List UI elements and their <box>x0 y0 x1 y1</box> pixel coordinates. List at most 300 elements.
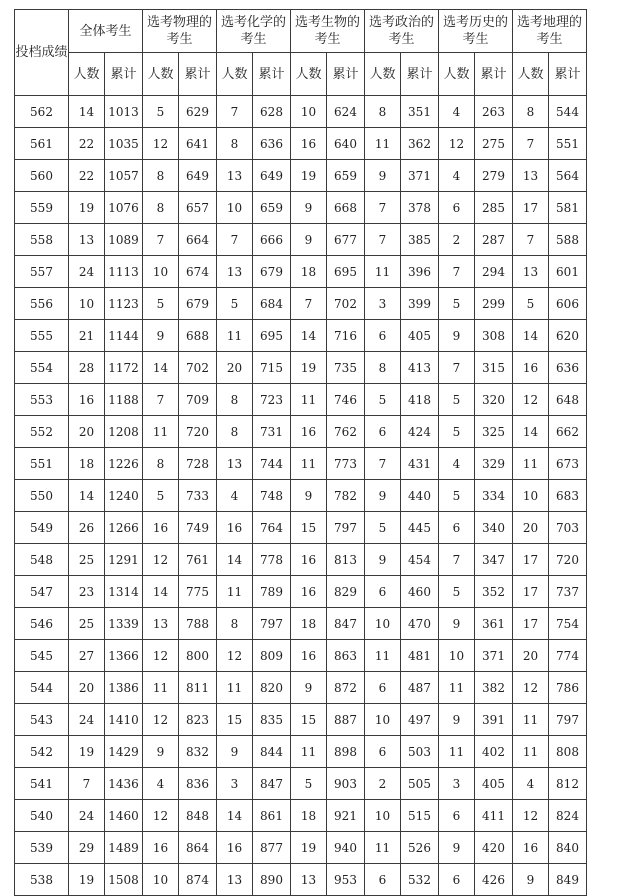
table-row <box>15 384 587 416</box>
table-row <box>15 288 587 320</box>
cumulative-header: 累计 <box>327 53 365 96</box>
count-cell: 18 <box>291 256 327 288</box>
count-cell: 12 <box>513 800 549 832</box>
count-cell: 9 <box>143 736 179 768</box>
group-header: 选考化学的考生 <box>217 10 291 53</box>
table-row <box>15 512 587 544</box>
cumulative-cell: 659 <box>327 160 365 192</box>
score-cell: 552 <box>15 416 69 448</box>
cumulative-cell: 813 <box>327 544 365 576</box>
count-cell: 6 <box>365 416 401 448</box>
count-cell: 14 <box>69 96 105 128</box>
count-cell: 6 <box>439 864 475 896</box>
count-cell: 11 <box>365 256 401 288</box>
count-cell: 7 <box>291 288 327 320</box>
cumulative-cell: 1113 <box>105 256 143 288</box>
count-cell: 8 <box>217 416 253 448</box>
count-cell: 9 <box>439 704 475 736</box>
score-cell: 539 <box>15 832 69 864</box>
cumulative-cell: 424 <box>401 416 439 448</box>
count-cell: 24 <box>69 800 105 832</box>
count-cell: 7 <box>217 96 253 128</box>
cumulative-cell: 1410 <box>105 704 143 736</box>
count-cell: 13 <box>217 448 253 480</box>
cumulative-cell: 371 <box>475 640 513 672</box>
count-cell: 16 <box>291 416 327 448</box>
cumulative-cell: 733 <box>179 480 217 512</box>
cumulative-cell: 797 <box>549 704 587 736</box>
cumulative-cell: 788 <box>179 608 217 640</box>
cumulative-cell: 824 <box>549 800 587 832</box>
count-cell: 11 <box>217 320 253 352</box>
count-cell: 18 <box>291 800 327 832</box>
cumulative-cell: 808 <box>549 736 587 768</box>
count-cell: 15 <box>291 704 327 736</box>
cumulative-cell: 601 <box>549 256 587 288</box>
cumulative-cell: 702 <box>327 288 365 320</box>
cumulative-cell: 754 <box>549 608 587 640</box>
cumulative-cell: 835 <box>253 704 291 736</box>
count-cell: 7 <box>439 256 475 288</box>
cumulative-cell: 703 <box>549 512 587 544</box>
count-cell: 5 <box>143 96 179 128</box>
cumulative-cell: 800 <box>179 640 217 672</box>
count-cell: 12 <box>513 672 549 704</box>
cumulative-cell: 720 <box>179 416 217 448</box>
count-cell: 5 <box>143 480 179 512</box>
count-cell: 11 <box>217 672 253 704</box>
score-cell: 556 <box>15 288 69 320</box>
count-cell: 14 <box>69 480 105 512</box>
cumulative-cell: 662 <box>549 416 587 448</box>
cumulative-cell: 849 <box>549 864 587 896</box>
cumulative-cell: 564 <box>549 160 587 192</box>
cumulative-cell: 695 <box>327 256 365 288</box>
count-cell: 8 <box>365 352 401 384</box>
cumulative-cell: 890 <box>253 864 291 896</box>
count-cell: 7 <box>143 224 179 256</box>
count-cell: 6 <box>365 672 401 704</box>
count-cell: 4 <box>143 768 179 800</box>
cumulative-cell: 431 <box>401 448 439 480</box>
score-cell: 542 <box>15 736 69 768</box>
cumulative-cell: 1436 <box>105 768 143 800</box>
score-table <box>14 9 587 896</box>
count-cell: 19 <box>69 192 105 224</box>
count-cell: 5 <box>439 480 475 512</box>
score-header: 投档成绩 <box>15 10 69 96</box>
count-cell: 14 <box>217 544 253 576</box>
count-cell: 6 <box>365 320 401 352</box>
cumulative-cell: 648 <box>549 384 587 416</box>
cumulative-cell: 679 <box>253 256 291 288</box>
cumulative-cell: 1460 <box>105 800 143 832</box>
score-cell: 540 <box>15 800 69 832</box>
score-cell: 554 <box>15 352 69 384</box>
cumulative-cell: 762 <box>327 416 365 448</box>
cumulative-cell: 748 <box>253 480 291 512</box>
count-cell: 4 <box>439 160 475 192</box>
count-cell: 18 <box>291 608 327 640</box>
cumulative-cell: 723 <box>253 384 291 416</box>
cumulative-cell: 674 <box>179 256 217 288</box>
score-cell: 550 <box>15 480 69 512</box>
cumulative-cell: 640 <box>327 128 365 160</box>
cumulative-header: 累计 <box>401 53 439 96</box>
group-header: 选考历史的考生 <box>439 10 513 53</box>
table-row <box>15 192 587 224</box>
count-cell: 7 <box>69 768 105 800</box>
count-cell: 13 <box>217 160 253 192</box>
table-body <box>15 96 587 896</box>
count-cell: 9 <box>217 736 253 768</box>
cumulative-cell: 715 <box>253 352 291 384</box>
count-cell: 24 <box>69 256 105 288</box>
count-cell: 6 <box>365 864 401 896</box>
count-cell: 7 <box>513 128 549 160</box>
count-cell: 11 <box>143 416 179 448</box>
cumulative-cell: 405 <box>401 320 439 352</box>
score-cell: 558 <box>15 224 69 256</box>
table-row <box>15 448 587 480</box>
group-header: 选考地理的考生 <box>513 10 587 53</box>
count-cell: 13 <box>513 256 549 288</box>
cumulative-cell: 735 <box>327 352 365 384</box>
count-cell: 25 <box>69 608 105 640</box>
count-cell: 11 <box>291 736 327 768</box>
group-header: 全体考生 <box>69 10 143 53</box>
count-cell: 26 <box>69 512 105 544</box>
cumulative-cell: 411 <box>475 800 513 832</box>
table-row <box>15 416 587 448</box>
score-cell: 544 <box>15 672 69 704</box>
cumulative-cell: 420 <box>475 832 513 864</box>
cumulative-cell: 285 <box>475 192 513 224</box>
cumulative-cell: 413 <box>401 352 439 384</box>
cumulative-cell: 1314 <box>105 576 143 608</box>
cumulative-cell: 624 <box>327 96 365 128</box>
cumulative-cell: 340 <box>475 512 513 544</box>
cumulative-cell: 940 <box>327 832 365 864</box>
count-cell: 12 <box>143 704 179 736</box>
score-cell: 561 <box>15 128 69 160</box>
count-cell: 28 <box>69 352 105 384</box>
cumulative-cell: 287 <box>475 224 513 256</box>
cumulative-cell: 668 <box>327 192 365 224</box>
count-cell: 5 <box>439 384 475 416</box>
count-cell: 5 <box>439 288 475 320</box>
count-cell: 9 <box>365 544 401 576</box>
cumulative-cell: 1386 <box>105 672 143 704</box>
cumulative-cell: 848 <box>179 800 217 832</box>
cumulative-header: 累计 <box>549 53 587 96</box>
score-cell: 548 <box>15 544 69 576</box>
cumulative-cell: 872 <box>327 672 365 704</box>
table-row <box>15 832 587 864</box>
cumulative-cell: 921 <box>327 800 365 832</box>
count-cell: 10 <box>513 480 549 512</box>
table-row <box>15 768 587 800</box>
count-cell: 4 <box>513 768 549 800</box>
count-cell: 10 <box>365 704 401 736</box>
count-header: 人数 <box>365 53 401 96</box>
cumulative-cell: 728 <box>179 448 217 480</box>
cumulative-cell: 761 <box>179 544 217 576</box>
count-cell: 5 <box>365 384 401 416</box>
cumulative-cell: 737 <box>549 576 587 608</box>
cumulative-cell: 720 <box>549 544 587 576</box>
count-cell: 6 <box>365 576 401 608</box>
cumulative-cell: 636 <box>253 128 291 160</box>
count-cell: 22 <box>69 160 105 192</box>
count-cell: 15 <box>291 512 327 544</box>
count-cell: 19 <box>291 352 327 384</box>
cumulative-cell: 385 <box>401 224 439 256</box>
cumulative-cell: 399 <box>401 288 439 320</box>
cumulative-cell: 746 <box>327 384 365 416</box>
cumulative-cell: 588 <box>549 224 587 256</box>
count-cell: 9 <box>439 608 475 640</box>
count-cell: 18 <box>69 448 105 480</box>
cumulative-cell: 1089 <box>105 224 143 256</box>
count-cell: 11 <box>365 832 401 864</box>
count-cell: 29 <box>69 832 105 864</box>
cumulative-cell: 1240 <box>105 480 143 512</box>
cumulative-cell: 786 <box>549 672 587 704</box>
cumulative-cell: 659 <box>253 192 291 224</box>
count-cell: 10 <box>69 288 105 320</box>
table-row <box>15 704 587 736</box>
count-cell: 23 <box>69 576 105 608</box>
count-cell: 5 <box>291 768 327 800</box>
cumulative-header: 累计 <box>105 53 143 96</box>
count-cell: 12 <box>143 800 179 832</box>
cumulative-cell: 898 <box>327 736 365 768</box>
count-cell: 5 <box>513 288 549 320</box>
count-cell: 9 <box>365 160 401 192</box>
count-header: 人数 <box>143 53 179 96</box>
count-cell: 11 <box>291 448 327 480</box>
cumulative-cell: 809 <box>253 640 291 672</box>
table-row <box>15 608 587 640</box>
cumulative-cell: 649 <box>253 160 291 192</box>
count-cell: 4 <box>217 480 253 512</box>
cumulative-cell: 797 <box>327 512 365 544</box>
cumulative-cell: 764 <box>253 512 291 544</box>
cumulative-cell: 405 <box>475 768 513 800</box>
cumulative-cell: 1144 <box>105 320 143 352</box>
cumulative-cell: 402 <box>475 736 513 768</box>
table-row <box>15 256 587 288</box>
cumulative-cell: 487 <box>401 672 439 704</box>
count-cell: 11 <box>365 640 401 672</box>
cumulative-cell: 551 <box>549 128 587 160</box>
cumulative-cell: 361 <box>475 608 513 640</box>
count-cell: 5 <box>217 288 253 320</box>
cumulative-header: 累计 <box>179 53 217 96</box>
count-cell: 7 <box>365 224 401 256</box>
count-cell: 14 <box>217 800 253 832</box>
count-cell: 14 <box>513 320 549 352</box>
cumulative-cell: 315 <box>475 352 513 384</box>
score-cell: 560 <box>15 160 69 192</box>
count-cell: 19 <box>69 736 105 768</box>
count-cell: 16 <box>69 384 105 416</box>
count-cell: 12 <box>217 640 253 672</box>
cumulative-cell: 371 <box>401 160 439 192</box>
table-row <box>15 224 587 256</box>
cumulative-cell: 1208 <box>105 416 143 448</box>
cumulative-cell: 695 <box>253 320 291 352</box>
count-cell: 11 <box>439 672 475 704</box>
count-cell: 8 <box>513 96 549 128</box>
cumulative-cell: 581 <box>549 192 587 224</box>
count-cell: 13 <box>143 608 179 640</box>
count-cell: 11 <box>217 576 253 608</box>
count-cell: 3 <box>217 768 253 800</box>
count-cell: 6 <box>365 736 401 768</box>
count-cell: 8 <box>365 96 401 128</box>
count-cell: 14 <box>143 352 179 384</box>
group-header: 选考政治的考生 <box>365 10 439 53</box>
score-cell: 549 <box>15 512 69 544</box>
cumulative-cell: 774 <box>549 640 587 672</box>
count-cell: 16 <box>291 640 327 672</box>
cumulative-cell: 677 <box>327 224 365 256</box>
count-cell: 17 <box>513 576 549 608</box>
score-cell: 553 <box>15 384 69 416</box>
cumulative-cell: 470 <box>401 608 439 640</box>
count-cell: 10 <box>439 640 475 672</box>
cumulative-cell: 352 <box>475 576 513 608</box>
cumulative-cell: 844 <box>253 736 291 768</box>
cumulative-cell: 378 <box>401 192 439 224</box>
count-header: 人数 <box>217 53 253 96</box>
count-cell: 9 <box>439 832 475 864</box>
count-cell: 9 <box>291 672 327 704</box>
cumulative-cell: 445 <box>401 512 439 544</box>
count-cell: 7 <box>365 448 401 480</box>
count-cell: 11 <box>291 384 327 416</box>
cumulative-header: 累计 <box>253 53 291 96</box>
cumulative-cell: 263 <box>475 96 513 128</box>
count-cell: 4 <box>439 96 475 128</box>
count-cell: 22 <box>69 128 105 160</box>
count-cell: 12 <box>439 128 475 160</box>
score-cell: 551 <box>15 448 69 480</box>
count-cell: 12 <box>143 640 179 672</box>
table-row <box>15 864 587 896</box>
count-cell: 16 <box>291 576 327 608</box>
count-cell: 14 <box>291 320 327 352</box>
cumulative-cell: 294 <box>475 256 513 288</box>
count-cell: 15 <box>217 704 253 736</box>
count-cell: 16 <box>217 832 253 864</box>
count-cell: 6 <box>439 192 475 224</box>
cumulative-cell: 836 <box>179 768 217 800</box>
count-cell: 16 <box>143 512 179 544</box>
cumulative-cell: 460 <box>401 576 439 608</box>
cumulative-cell: 1366 <box>105 640 143 672</box>
count-cell: 12 <box>513 384 549 416</box>
cumulative-cell: 716 <box>327 320 365 352</box>
count-cell: 7 <box>143 384 179 416</box>
table-row <box>15 640 587 672</box>
score-cell: 555 <box>15 320 69 352</box>
score-cell: 562 <box>15 96 69 128</box>
count-cell: 19 <box>291 832 327 864</box>
count-cell: 19 <box>291 160 327 192</box>
table-row <box>15 96 587 128</box>
cumulative-cell: 812 <box>549 768 587 800</box>
count-cell: 6 <box>439 512 475 544</box>
cumulative-cell: 641 <box>179 128 217 160</box>
cumulative-cell: 629 <box>179 96 217 128</box>
cumulative-cell: 666 <box>253 224 291 256</box>
count-cell: 19 <box>69 864 105 896</box>
cumulative-cell: 664 <box>179 224 217 256</box>
cumulative-cell: 1123 <box>105 288 143 320</box>
cumulative-cell: 789 <box>253 576 291 608</box>
count-cell: 9 <box>291 480 327 512</box>
score-cell: 557 <box>15 256 69 288</box>
table-row <box>15 128 587 160</box>
count-cell: 13 <box>69 224 105 256</box>
cumulative-cell: 454 <box>401 544 439 576</box>
cumulative-cell: 440 <box>401 480 439 512</box>
count-cell: 11 <box>513 448 549 480</box>
cumulative-cell: 505 <box>401 768 439 800</box>
count-cell: 20 <box>513 640 549 672</box>
cumulative-cell: 797 <box>253 608 291 640</box>
cumulative-cell: 829 <box>327 576 365 608</box>
count-cell: 13 <box>291 864 327 896</box>
score-cell: 541 <box>15 768 69 800</box>
count-cell: 16 <box>291 128 327 160</box>
cumulative-cell: 308 <box>475 320 513 352</box>
count-cell: 25 <box>69 544 105 576</box>
cumulative-cell: 709 <box>179 384 217 416</box>
cumulative-cell: 811 <box>179 672 217 704</box>
table-row <box>15 576 587 608</box>
count-cell: 7 <box>439 352 475 384</box>
count-cell: 27 <box>69 640 105 672</box>
cumulative-cell: 683 <box>549 480 587 512</box>
count-cell: 14 <box>143 576 179 608</box>
count-cell: 10 <box>143 864 179 896</box>
cumulative-cell: 688 <box>179 320 217 352</box>
cumulative-cell: 863 <box>327 640 365 672</box>
count-cell: 16 <box>513 352 549 384</box>
count-cell: 11 <box>513 704 549 736</box>
count-cell: 11 <box>143 672 179 704</box>
cumulative-cell: 515 <box>401 800 439 832</box>
count-cell: 8 <box>143 448 179 480</box>
count-cell: 9 <box>439 320 475 352</box>
cumulative-cell: 526 <box>401 832 439 864</box>
count-cell: 8 <box>217 128 253 160</box>
count-cell: 13 <box>513 160 549 192</box>
count-header: 人数 <box>69 53 105 96</box>
count-cell: 11 <box>439 736 475 768</box>
count-cell: 20 <box>69 672 105 704</box>
cumulative-cell: 840 <box>549 832 587 864</box>
cumulative-cell: 606 <box>549 288 587 320</box>
cumulative-cell: 329 <box>475 448 513 480</box>
cumulative-cell: 320 <box>475 384 513 416</box>
table-row <box>15 800 587 832</box>
count-cell: 12 <box>143 544 179 576</box>
